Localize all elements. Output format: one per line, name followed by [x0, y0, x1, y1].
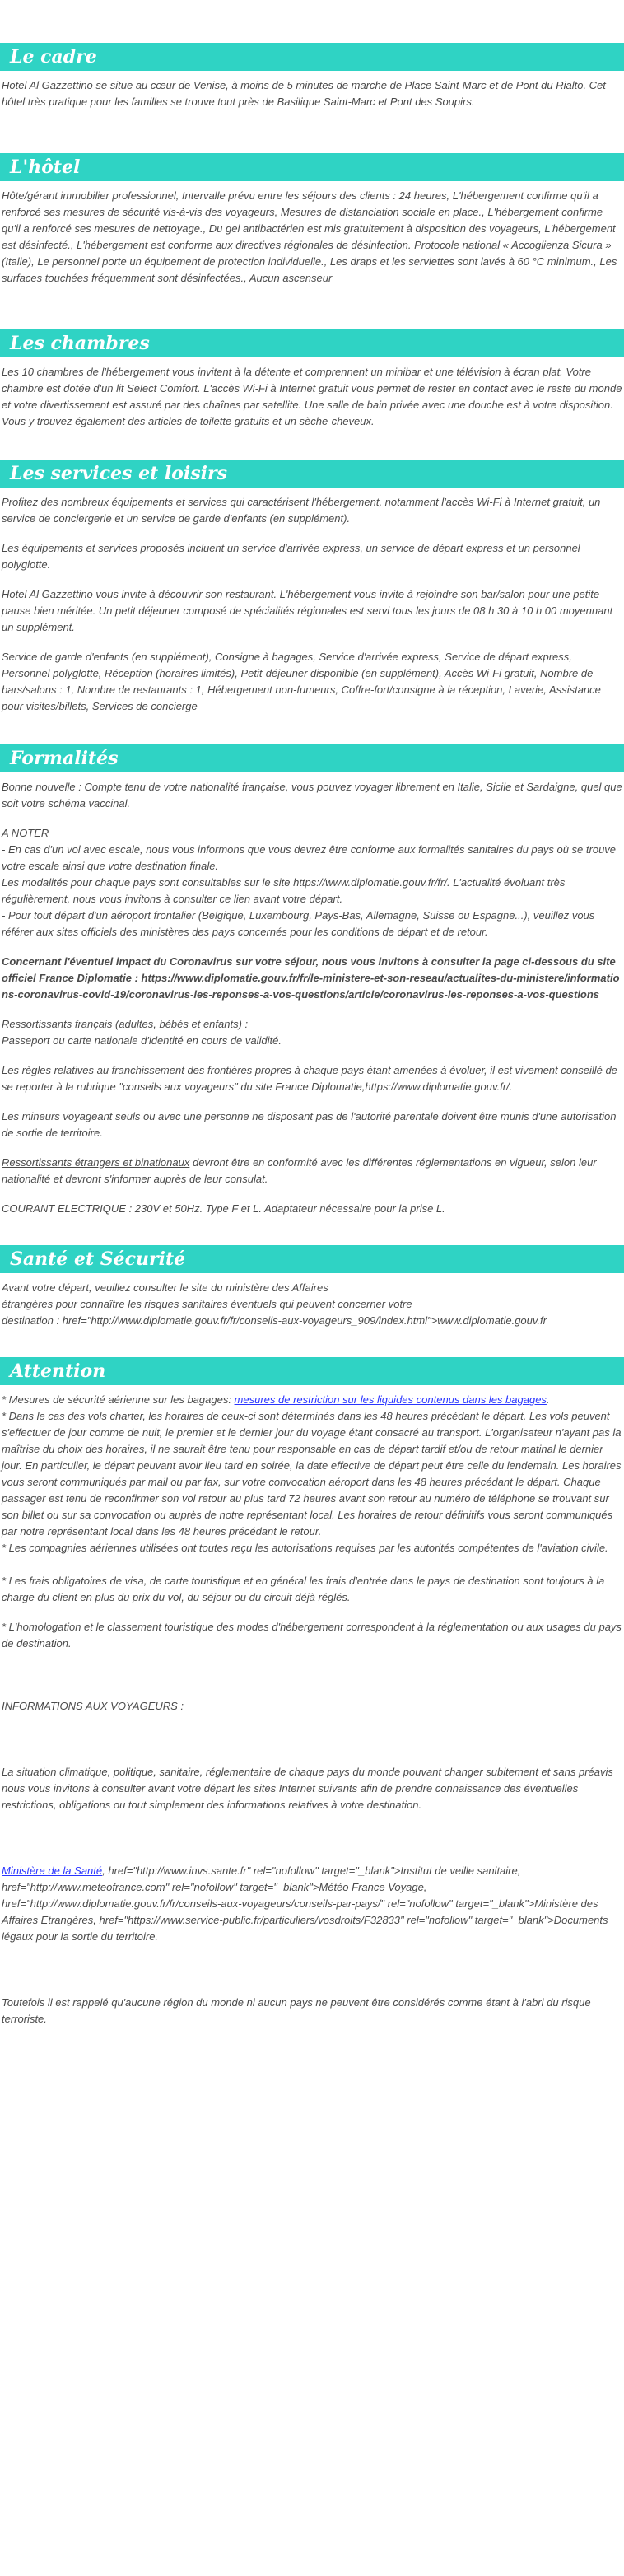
- note-line-2: Les modalités pour chaque pays sont consultables sur le site https://www.diplomatie.gouv.fr/fr/. L'actualité évoluant très régulièrement, nous vous invitons à consulter ce lien avant votre départ.: [2, 876, 566, 905]
- sante-line-3: destination : href="http://www.diplomatie.gouv.fr/fr/conseils-aux-voyageurs_909/index.html">www.diplomatie.gouv.fr: [2, 1314, 547, 1327]
- section-cadre: [0, 43, 624, 130]
- situation-line-2: nous vous invitons à consulter avant votre départ les sites Internet suivants afin de prendre connaissance des éventuelles restrictions, obligations ou tout simplement des informations relatives à votre destination.: [2, 1782, 579, 1811]
- section-title-hotel: L'hôtel: [0, 153, 624, 181]
- services-p3: Hotel Al Gazzettino vous invite à découvrir son restaurant. L'hébergement vous invite à rejoindre son bar/salon pour une petite pause bien méritée. Un petit déjeuner composé de spécialités régionales est servi tous les jours de 08 h 30 à 10 h 00 moyennant un supplément.: [2, 588, 613, 633]
- sante-text: [2, 1280, 622, 1329]
- sante-line-2: étrangères pour connaître les risques sanitaires éventuels qui peuvent concerner votre: [2, 1298, 412, 1310]
- services-p2: Les équipements et services proposés incluent un service d'arrivée express, un service de départ express et un personnel polyglotte.: [2, 542, 580, 571]
- section-title-cadre: Le cadre: [0, 43, 624, 71]
- section-hotel: [0, 153, 624, 306]
- ressortissants-francais: [2, 1016, 622, 1049]
- section-services: [0, 460, 624, 735]
- ressortissants-francais-text: Passeport ou carte nationale d'identité en cours de validité.: [2, 1034, 282, 1047]
- sante-line-1: Avant votre départ, veuillez consulter le site du ministère des Affaires: [2, 1281, 328, 1294]
- ressortissants-francais-heading: Ressortissants français (adultes, bébés et enfants) :: [2, 1018, 249, 1030]
- section-title-chambres: Les chambres: [0, 329, 624, 357]
- section-sante: [0, 1245, 624, 1349]
- courant-electrique: COURANT ELECTRIQUE : 230V et 50Hz. Type F et L. Adaptateur nécessaire pour la prise L.: [2, 1202, 445, 1215]
- informations-voyageurs-heading: INFORMATIONS AUX VOYAGEURS :: [2, 1700, 184, 1712]
- formalites-p5: Les règles relatives au franchissement des frontières propres à chaque pays étant amenées à évoluer, il est vivement conseillé de se reporter à la rubrique "conseils aux voyageurs" du site France Diplomatie,https://www.diplomatie.gouv.fr/.: [2, 1064, 617, 1093]
- coronavirus-notice: Concernant l'éventuel impact du Coronavirus sur votre séjour, nous vous invitons à consulter la page ci-dessous du site officiel France Diplomatie : https://www.diplomatie.gouv.fr/fr/le-ministere-et-son-reseau/actualites-du-ministere/informations-coronavirus-covid-19/coronavirus-les-reponses-a-vos-questions/article/coronavirus-les-reponses-a-vos-questions: [2, 955, 620, 1001]
- section-formalites: [0, 744, 624, 1237]
- section-chambres: [0, 329, 624, 450]
- frais-visa-text: * Les frais obligatoires de visa, de carte touristique et en général les frais d'entrée dans le pays de destination sont toujours à la charge du client en plus du prix du vol, du séjour ou du circuit déjà réglés.: [2, 1575, 605, 1603]
- cadre-text: Hotel Al Gazzettino se situe au cœur de Venise, à moins de 5 minutes de marche de Place Saint-Marc et de Pont du Rialto. Cet hôtel très pratique pour les familles se trouve tout près de Basilique Saint-Marc et Pont des Soupirs.: [2, 79, 606, 108]
- liens-utiles-text: , href="http://www.invs.sante.fr" rel="nofollow" target="_blank">Institut de veille sanitaire, href="http://www.meteofrance.com" rel="nofollow" target="_blank">Météo France Voyage, href="http://www.diplomatie.gouv.fr/fr/conseils-aux-voyageurs/conseils-par-pays/" rel="nofollow" target="_blank">Ministère des Affaires Etrangères, href="https://www.service-public.fr/particuliers/vosdroits/F32833" rel="nofollow" target="_blank">Documents légaux pour la sortie du territoire.: [2, 1864, 608, 1943]
- formalites-p6: Les mineurs voyageant seuls ou avec une personne ne disposant pas de l'autorité parentale doivent être munis d'une autorisation de sortie de territoire.: [2, 1110, 617, 1139]
- note-heading: A NOTER: [2, 827, 49, 839]
- formalites-note: [2, 825, 622, 940]
- formalites-p1: Bonne nouvelle : Compte tenu de votre nationalité française, vous pouvez voyager librement en Italie, Sicile et Sardaigne, quel que soit votre schéma vaccinal.: [2, 781, 622, 810]
- ressortissants-etrangers-text: devront être en conformité avec les différentes réglementations en vigueur, selon leur nationalité et devront s'informer auprès de leur consulat.: [2, 1156, 597, 1185]
- securite-bagages-end: .: [546, 1393, 550, 1406]
- note-line-1: - En cas d'un vol avec escale, nous vous informons que vous devrez être conforme aux formalités sanitaires du pays où se trouve votre escale ainsi que votre destination finale.: [2, 843, 617, 872]
- services-p4: Service de garde d'enfants (en supplément), Consigne à bagages, Service d'arrivée express, Service de départ express, Personnel polyglotte, Réception (horaires limités), Petit-déjeuner disponible (en supplément), Accès Wi-Fi gratuit, Nombre de bars/salons : 1, Nombre de restaurants : 1, Hébergement non-fumeurs, Coffre-fort/consigne à la réception, Laverie, Assistance pour visites/billets, Services de concierge: [2, 651, 601, 712]
- ressortissants-etrangers-heading: Ressortissants étrangers et binationaux: [2, 1156, 190, 1169]
- section-title-services: Les services et loisirs: [0, 460, 624, 488]
- compagnies-text: * Les compagnies aériennes utilisées ont toutes reçu les autorisations requises par les autorités compétentes de l'aviation civile.: [2, 1542, 608, 1554]
- note-line-3: - Pour tout départ d'un aéroport frontalier (Belgique, Luxembourg, Pays-Bas, Allemagne, Suisse ou Espagne...), veuillez vous référer aux sites officiels des ministères des pays concernés pour les conditions de départ et de retour.: [2, 909, 595, 938]
- section-title-sante: Santé et Sécurité: [0, 1245, 624, 1273]
- chambres-text: Les 10 chambres de l'hébergement vous invitent à la détente et comprennent un minibar et une télévision à écran plat. Votre chambre est dotée d'un lit Select Comfort. L'accès Wi-Fi à Internet gratuit vous permet de rester en contact avec le reste du monde et votre divertissement est assuré par des chaînes par satellite. Une salle de bain privée avec une douche est à votre disposition. Vous y trouvez également des articles de toilette gratuits et un sèche-cheveux.: [2, 366, 622, 427]
- situation-line-1: La situation climatique, politique, sanitaire, réglementaire de chaque pays du monde pouvant changer subitement et sans préavis: [2, 1766, 613, 1778]
- services-p1: Profitez des nombreux équipements et services qui caractérisent l'hébergement, notamment l'accès Wi-Fi à Internet gratuit, un service de conciergerie et un service de garde d'enfants (en supplément).: [2, 496, 601, 525]
- hotel-text: Hôte/gérant immobilier professionnel, Intervalle prévu entre les séjours des clients : 24 heures, L'hébergement confirme qu'il a renforcé ses mesures de sécurité vis-à-vis des voyageurs, Mesures de distanciation sociale en place., L'hébergement confirme qu'il a renforcé ses mesures de nettoyage., Du gel antibactérien est mis gratuitement à disposition des voyageurs, L'hébergement est désinfecté., L'hébergement est conforme aux directives régionales de désinfection. Protocole national « Accoglienza Sicura » (Italie), Le personnel porte un équipement de protection individuelle., Les draps et les serviettes sont lavés à 60 °C minimum., Les surfaces touchées fréquemment sont désinfectées., Aucun ascenseur: [2, 189, 617, 284]
- liquides-restriction-link[interactable]: mesures de restriction sur les liquides contenus dans les bagages: [234, 1393, 547, 1406]
- liens-utiles: [2, 1863, 622, 1945]
- attention-block-1: [2, 1392, 622, 1556]
- vols-charter-text: * Dans le cas des vols charter, les horaires de ceux-ci sont déterminés dans les 48 heures précédant le départ. Les vols peuvent s'effectuer de jour comme de nuit, le premier et le dernier jour du voyage étant consacré au transport. L'organisateur n'ayant pas la maîtrise du choix des horaires, il ne saurait être tenu pour responsable en cas de départ tardif et/ou de retour matinal le dernier jour. En particulier, le départ peuvant avoir lieu tard en soirée, la date effective de départ peut être celle du lendemain. Les horaires vous seront communiqués par mail ou par fax, sur votre convocation aéroport dans les 48 heures précédant le départ. Chaque passager est tenu de reconfirmer son vol retour au plus tard 72 heures avant son retour au numéro de téléphone se trouvant sur son billet ou sur sa convocation ou auprès de notre représentant local. Les horaires de retour définitifs vous seront communiqués par notre représentant local dans les 48 heures précédant le retour.: [2, 1410, 622, 1538]
- risque-terroriste-text: Toutefois il est rappelé qu'aucune région du monde ni aucun pays ne peuvent être considérés comme étant à l'abri du risque terroriste.: [2, 1996, 591, 2025]
- ressortissants-etrangers: [2, 1155, 622, 1188]
- homologation-text: * L'homologation et le classement touristique des modes d'hébergement correspondent à la réglementation ou aux usages du pays de destination.: [2, 1621, 622, 1650]
- section-attention: [0, 1357, 624, 2047]
- situation-climatique: [2, 1764, 622, 1813]
- section-title-formalites: Formalités: [0, 744, 624, 772]
- section-title-attention: Attention: [0, 1357, 624, 1385]
- ministere-sante-link[interactable]: Ministère de la Santé: [2, 1864, 103, 1877]
- securite-bagages-text: * Mesures de sécurité aérienne sur les bagages:: [2, 1393, 235, 1406]
